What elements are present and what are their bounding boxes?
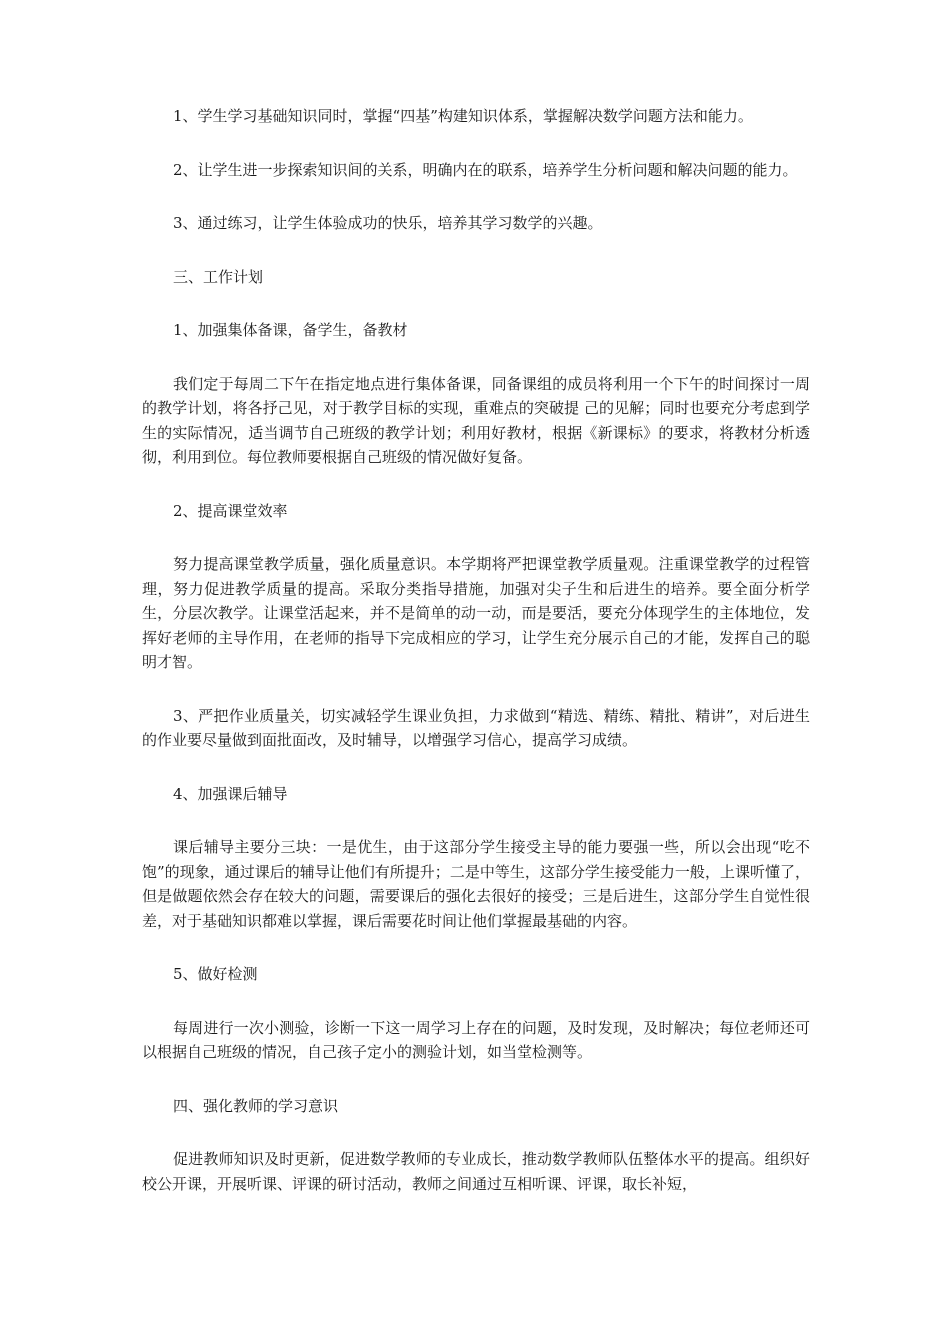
paragraph-teacher-learning: 促进教师知识及时更新，促进数学教师的专业成长，推动数学教师队伍整体水平的提高。组织好校公开课，开展听课、评课的研讨活动，教师之间通过互相听课、评课，取长补短， (142, 1150, 810, 1193)
paragraph-homework-quality: 3、严把作业质量关，切实减轻学生课业负担，力求做到“精选、精练、精批、精讲”，对后进生的作业要尽量做到面批面改，及时辅导，以增强学习信心，提高学习成绩。 (142, 706, 810, 749)
subheading-testing: 5、做好检测 (173, 965, 258, 983)
subheading-collective-lesson-prep: 1、加强集体备课，备学生，备教材 (173, 321, 408, 339)
paragraph-after-class-tutoring: 课后辅导主要分三块：一是优生，由于这部分学生接受主导的能力要强一些，所以会出现“吃不饱”的现象，通过课后的辅导让他们有所提升；二是中等生，这部分学生接受能力一般，上课听懂了，但是做题依然会存在较大的问题，需要课后的强化去很好的接受；三是后进生，这部分学生自觉性很差，对于基础知识都难以掌握，课后需要花时间让他们掌握最基础的内容。 (142, 838, 810, 930)
goal-item-3: 3、通过练习，让学生体验成功的快乐，培养其学习数学的兴趣。 (173, 214, 603, 232)
subheading-classroom-efficiency: 2、提高课堂效率 (173, 501, 288, 520)
subheading-after-class-tutoring: 4、加强课后辅导 (173, 784, 288, 803)
document-page (142, 104, 810, 1196)
paragraph-testing: 每周进行一次小测验，诊断一下这一周学习上存在的问题，及时发现，及时解决；每位老师还可以根据自己班级的情况，自己孩子定小的测验计划，如当堂检测等。 (142, 1018, 810, 1061)
section-heading-work-plan: 三、工作计划 (173, 267, 264, 286)
section-heading-teacher-learning: 四、强化教师的学习意识 (173, 1096, 339, 1115)
goal-item-2: 2、让学生进一步探索知识间的关系，明确内在的联系，培养学生分析问题和解决问题的能力。 (173, 160, 798, 179)
goal-item-1: 1、学生学习基础知识同时，掌握“四基”构建知识体系，掌握解决数学问题方法和能力。 (173, 107, 753, 125)
paragraph-collective-lesson-prep: 我们定于每周二下午在指定地点进行集体备课，同备课组的成员将利用一个下午的时间探讨一周的教学计划，将各抒己见，对于教学目标的实现，重难点的突破提 己的见解；同时也要充分考虑到学生的实际情况，适当调节自己班级的教学计划；利用好教材，根据《新课标》的要求，将教材分析透彻，利用到位。每位教师要根据自己班级的情况做好复备。 (142, 374, 810, 466)
paragraph-classroom-efficiency: 努力提高课堂教学质量，强化质量意识。本学期将严把课堂教学质量观。注重课堂教学的过程管理，努力促进教学质量的提高。采取分类指导措施，加强对尖子生和后进生的培养。要全面分析学生，分层次教学。让课堂活起来，并不是简单的动一动，而是要活，要充分体现学生的主体地位，发挥好老师的主导作用，在老师的指导下完成相应的学习，让学生充分展示自己的才能，发挥自己的聪明才智。 (142, 555, 810, 671)
